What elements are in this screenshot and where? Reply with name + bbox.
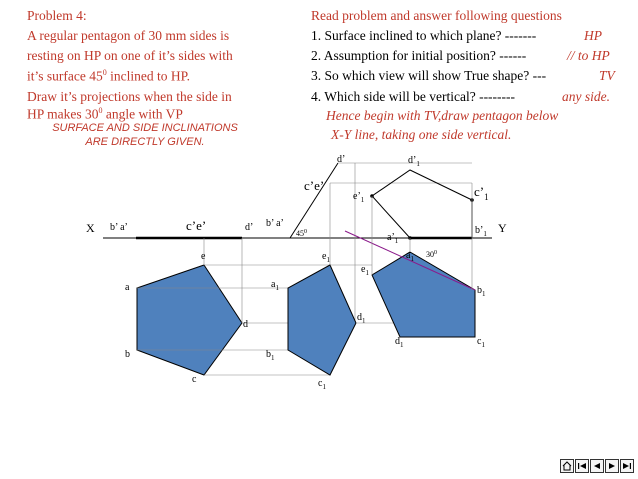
answer-2: // to HP (567, 48, 610, 63)
fv3-pentagon-outline (372, 170, 472, 238)
tv3-label-d1: $d_1$ (395, 336, 404, 349)
tv2-label-c1: $c_1$ (318, 378, 326, 391)
tv3-label-b1: $b_1$ (477, 285, 486, 298)
last-icon[interactable] (620, 459, 634, 473)
fv3-label-b1: $b’_1$ (475, 225, 487, 238)
problem-line: A regular pentagon of 30 mm sides is (27, 28, 230, 43)
next-icon[interactable] (605, 459, 619, 473)
fv1-label-ba: b’ a’ (110, 222, 128, 233)
tv3-label-e1: $e_1$ (361, 264, 369, 277)
fv3-label-d1: $d’_1$ (408, 155, 420, 168)
answer-3: TV (599, 68, 615, 83)
y-label: Y (498, 221, 507, 235)
fv2-label-ba: b’ a’ (266, 218, 284, 229)
home-icon[interactable] (560, 459, 574, 473)
tv1-pentagon (137, 265, 242, 375)
x-label: X (86, 221, 95, 235)
angle-30-label: $30^0$ (426, 250, 437, 259)
problem-line: HP makes $30^0$ angle with VP (27, 106, 183, 122)
problem-line: resting on HP on one of it’s sides with (27, 48, 233, 63)
hint-line: Hence begin with TV,draw pentagon below (326, 108, 559, 123)
prev-icon[interactable] (590, 459, 604, 473)
fv2-label-d: d’ (337, 154, 346, 165)
fv1-label-ce: c’e’ (186, 218, 207, 233)
tv1-label-a: a (125, 282, 130, 293)
angle-45-label: $45^0$ (296, 229, 307, 238)
fv3-label-c1: $c’_1$ (474, 184, 489, 202)
first-icon[interactable] (575, 459, 589, 473)
problem-title: Problem 4: (27, 8, 87, 23)
tv3-label-c1: $c_1$ (477, 336, 485, 349)
tv3-pentagon (372, 252, 475, 337)
problem-line: it’s surface $45^0$ inclined to HP. (27, 68, 190, 84)
tv2-label-e1: $e_1$ (322, 251, 330, 264)
question-4: 4. Which side will be vertical? -------- (311, 89, 516, 104)
tv3-label-a1: $a_1$ (406, 250, 414, 263)
fv2-inclined-line (290, 163, 338, 238)
answer-1: HP (584, 28, 602, 43)
fv1-label-d: d’ (245, 222, 254, 233)
answer-4: any side. (562, 89, 610, 104)
questions-heading: Read problem and answer following questions (311, 8, 562, 23)
tv1-label-b: b (125, 349, 130, 360)
problem-line: Draw it’s projections when the side in (27, 89, 232, 104)
tv1-label-c: c (192, 374, 197, 385)
tv2-pentagon (288, 265, 356, 375)
tv1-label-e: e (201, 251, 206, 262)
fv2-label-ce: c’e’ (304, 178, 325, 193)
hint-line: X-Y line, taking one side vertical. (331, 127, 512, 142)
question-2: 2. Assumption for initial position? ------ (311, 48, 527, 63)
question-3: 3. So which view will show True shape? --- (311, 68, 547, 83)
tv2-label-b1: $b_1$ (266, 349, 275, 362)
tv2-label-d1: $d_1$ (357, 312, 366, 325)
question-1: 1. Surface inclined to which plane? ------- (311, 28, 537, 43)
note-line: SURFACE AND SIDE INCLINATIONS (52, 122, 238, 134)
note-line: ARE DIRECTLY GIVEN. (85, 136, 205, 148)
fv3-label-e1: $e’_1$ (353, 191, 365, 204)
tv1-label-d: d (243, 319, 248, 330)
fv3-label-a1: $a’_1$ (387, 232, 399, 245)
tv2-label-a1: $a_1$ (271, 279, 279, 292)
